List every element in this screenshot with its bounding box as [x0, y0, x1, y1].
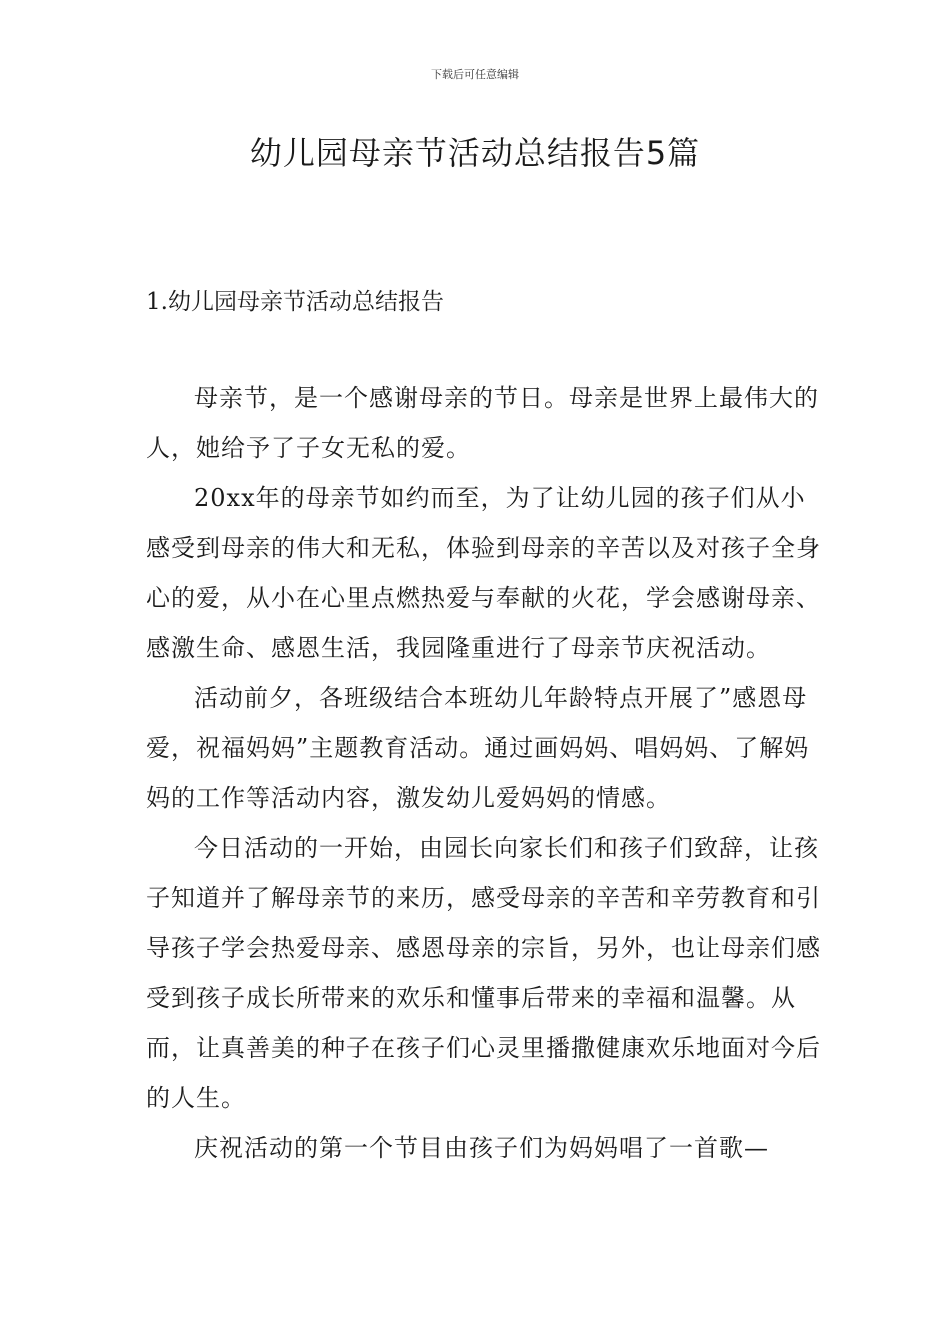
document-title: 幼儿园母亲节活动总结报告5篇 — [249, 134, 701, 172]
header-note: 下载后可任意编辑 — [431, 68, 519, 81]
paragraph-4: 今日活动的一开始，由园长向家长们和孩子们致辞，让孩子知道并了解母亲节的来历，感受母亲的辛苦和辛劳教育和引导孩子学会热爱母亲、感恩母亲的宗旨，另外，也让母亲们感受到孩子成长所带来的欢乐和懂事后带来的幸福和温馨。从而，让真善美的种子在孩子们心灵里播撒健康欢乐地面对今后的人生。 — [146, 834, 821, 1112]
section-heading: 1.幼儿园母亲节活动总结报告 — [146, 289, 444, 315]
paragraph-1: 母亲节，是一个感谢母亲的节日。母亲是世界上最伟大的人，她给予了子女无私的爱。 — [146, 384, 819, 462]
document-body — [146, 373, 826, 1173]
paragraph-2: 20xx年的母亲节如约而至，为了让幼儿园的孩子们从小感受到母亲的伟大和无私，体验到母亲的辛苦以及对孩子全身心的爱，从小在心里点燃热爱与奉献的火花，学会感谢母亲、感激生命、感恩生活，我园隆重进行了母亲节庆祝活动。 — [146, 484, 821, 662]
paragraph-5: 庆祝活动的第一个节目由孩子们为妈妈唱了一首歌— — [194, 1134, 769, 1162]
paragraph-3: 活动前夕，各班级结合本班幼儿年龄特点开展了”感恩母爱，祝福妈妈”主题教育活动。通过画妈妈、唱妈妈、了解妈妈的工作等活动内容，激发幼儿爱妈妈的情感。 — [146, 684, 810, 812]
